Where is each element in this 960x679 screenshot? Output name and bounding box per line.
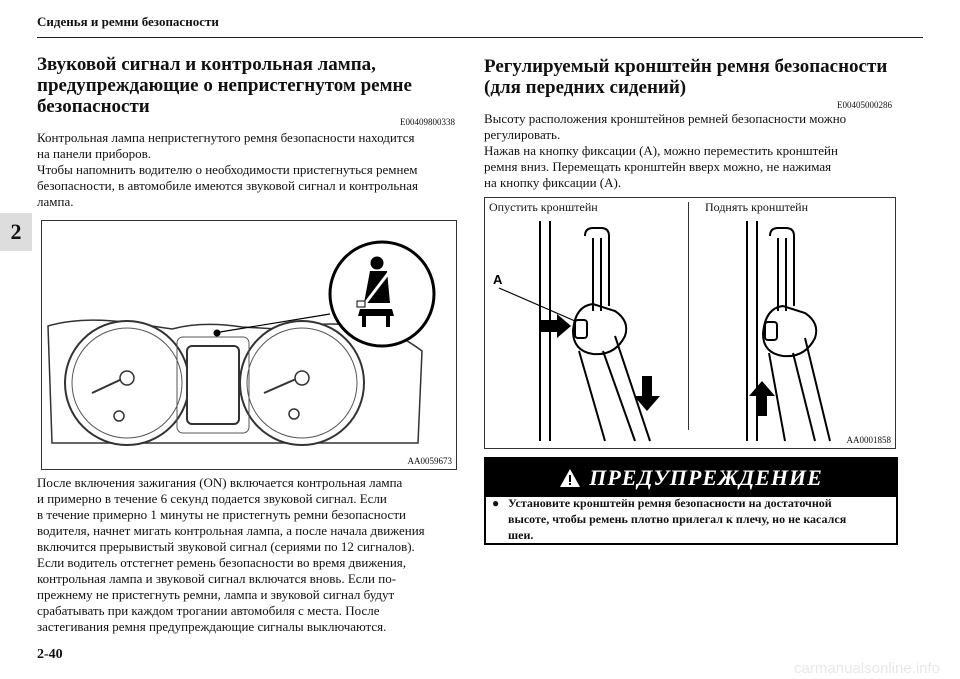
text-line: регулировать. bbox=[484, 127, 561, 142]
text-line: водителя, начнет мигать контрольная лампа, а после начала движения bbox=[37, 523, 425, 538]
text-line: Чтобы напомнить водителю о необходимости пристегнуться ремнем bbox=[37, 162, 418, 177]
section-header: Сиденья и ремни безопасности bbox=[37, 14, 219, 29]
marker-a: A bbox=[493, 272, 503, 287]
right-section-title bbox=[484, 56, 914, 98]
left-title-line: безопасности bbox=[37, 96, 150, 117]
left-section-title bbox=[37, 54, 457, 117]
text-line: Контрольная лампа непристегнутого ремня безопасности находится bbox=[37, 130, 415, 145]
instrument-panel-illustration bbox=[42, 221, 456, 469]
warning-text bbox=[508, 495, 892, 543]
warning-header bbox=[486, 459, 896, 497]
text-line: Нажав на кнопку фиксации (А), можно переместить кронштейн bbox=[484, 143, 838, 158]
watermark: carmanualsonline.info bbox=[794, 660, 940, 677]
instrument-panel-figure bbox=[41, 220, 457, 470]
text-line: шеи. bbox=[508, 528, 534, 542]
figure-code: AA0059673 bbox=[407, 456, 452, 466]
text-line: включится прерывистый звуковой сигнал (сериями по 12 сигналов). bbox=[37, 539, 415, 554]
page-number: 2-40 bbox=[37, 647, 63, 662]
text-line: срабатывать при каждом трогании автомобиля с места. После bbox=[37, 603, 380, 618]
text-line: и примерно в течение 6 секунд подается звуковой сигнал. Если bbox=[37, 491, 387, 506]
text-line: высоте, чтобы ремень плотно прилегал к плечу, но не касался bbox=[508, 512, 847, 526]
text-line: на панели приборов. bbox=[37, 146, 152, 161]
belt-anchor-figure bbox=[484, 197, 896, 449]
right-intro-text bbox=[484, 111, 914, 191]
figure-code: AA0001858 bbox=[846, 435, 891, 445]
warning-bullet: ● bbox=[492, 496, 500, 510]
label-raise-anchor: Поднять кронштейн bbox=[705, 200, 808, 214]
text-line: лампа. bbox=[37, 194, 74, 209]
warning-box bbox=[484, 457, 898, 545]
label-lower-anchor: Опустить кронштейн bbox=[489, 200, 598, 214]
belt-anchor-illustration bbox=[485, 216, 893, 446]
text-line: на кнопку фиксации (А). bbox=[484, 175, 622, 190]
warning-triangle-icon bbox=[559, 468, 581, 488]
left-intro-text bbox=[37, 130, 462, 210]
text-line: прежнему не пристегнуть ремни, лампа и звуковой сигнал будут bbox=[37, 587, 395, 602]
text-line: контрольная лампа и звуковой сигнал включатся вновь. Если по- bbox=[37, 571, 397, 586]
left-section-code: E00409800338 bbox=[400, 117, 455, 127]
right-title-line: Регулируемый кронштейн ремня безопасности bbox=[484, 56, 888, 77]
text-line: ремня вниз. Перемещать кронштейн вверх можно, не нажимая bbox=[484, 159, 832, 174]
text-line: застегивания ремня предупреждающие сигналы выключаются. bbox=[37, 619, 387, 634]
chapter-tab: 2 bbox=[0, 213, 32, 251]
header-divider bbox=[37, 37, 923, 38]
left-title-line: предупреждающие о непристегнутом ремне bbox=[37, 75, 412, 96]
text-line: безопасности, в автомобиле имеются звуковой сигнал и контрольная bbox=[37, 178, 418, 193]
text-line: Если водитель отстегнет ремень безопасности во время движения, bbox=[37, 555, 407, 570]
text-line: Установите кронштейн ремня безопасности на достаточной bbox=[508, 496, 832, 510]
text-line: в течение примерно 1 минуты не пристегнуть ремни безопасности bbox=[37, 507, 406, 522]
warning-title: ПРЕДУПРЕЖДЕНИЕ bbox=[589, 465, 823, 490]
left-body-text bbox=[37, 475, 467, 635]
right-section-code: E00405000286 bbox=[837, 100, 892, 110]
text-line: Высоту расположения кронштейнов ремней безопасности можно bbox=[484, 111, 847, 126]
left-title-line: Звуковой сигнал и контрольная лампа, bbox=[37, 54, 376, 75]
right-title-line: (для передних сидений) bbox=[484, 77, 687, 98]
text-line: После включения зажигания (ON) включается контрольная лампа bbox=[37, 475, 403, 490]
